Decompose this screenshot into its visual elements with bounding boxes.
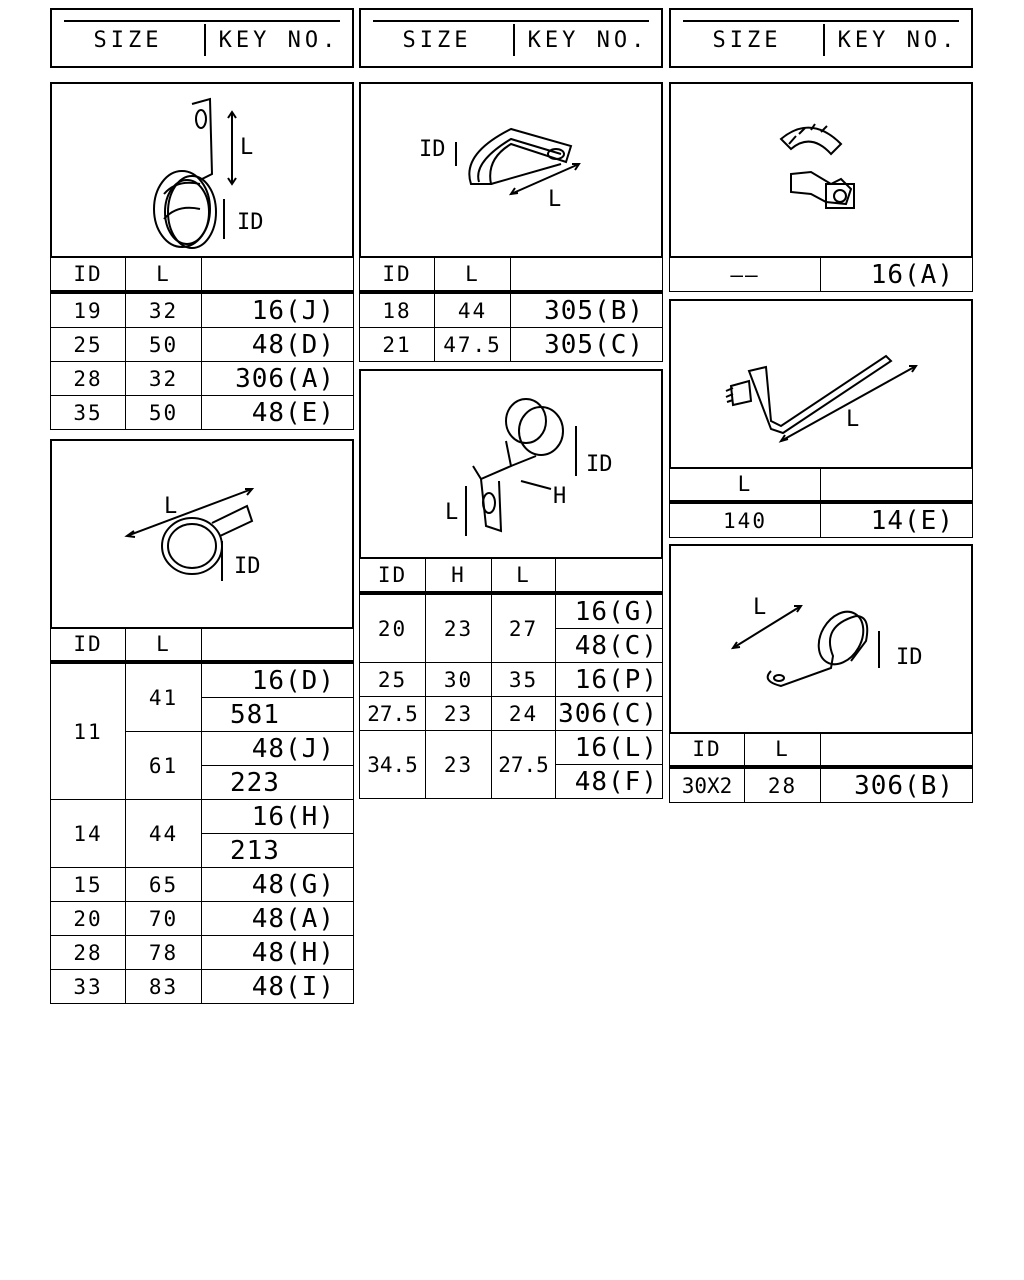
- col-key: [202, 258, 354, 293]
- table-row: [51, 936, 354, 970]
- table-cell: 30: [426, 663, 492, 697]
- table-cell: 213: [202, 834, 354, 868]
- table-row: [51, 328, 354, 362]
- table-cell: 35: [51, 396, 126, 430]
- table-cell: 19: [51, 292, 126, 328]
- col-id: ID: [360, 258, 435, 293]
- table-cell: 33: [51, 970, 126, 1004]
- dim-l-label: L: [846, 407, 860, 432]
- header-col2: [359, 8, 663, 68]
- table-cell: 25: [51, 328, 126, 362]
- table-cell: 306(C): [556, 697, 663, 731]
- table-row: [670, 502, 973, 538]
- dim-l-label: L: [753, 595, 767, 620]
- key-header: KEY NO.: [218, 27, 340, 53]
- size-header: SIZE: [402, 27, 472, 53]
- bracket-table: [359, 558, 663, 799]
- table-row: [51, 362, 354, 396]
- table-cell: 35: [492, 663, 556, 697]
- table-cell: 48(G): [202, 868, 354, 902]
- col-l: L: [492, 559, 556, 594]
- size-header: SIZE: [93, 27, 163, 53]
- table-cell: 50: [126, 328, 202, 362]
- table-cell: 15: [51, 868, 126, 902]
- strap-figure-panel: [669, 299, 973, 469]
- dim-l-label: L: [164, 494, 178, 519]
- table-cell: 78: [126, 936, 202, 970]
- table-cell: 16(G): [556, 593, 663, 629]
- table-row: [51, 396, 354, 430]
- col-id: ID: [51, 258, 126, 293]
- table-row: [360, 292, 663, 328]
- table-cell: 14: [51, 800, 126, 868]
- band-illustration: [52, 441, 352, 627]
- col-h: H: [426, 559, 492, 594]
- table-cell: 20: [360, 593, 426, 663]
- table-header-row: [51, 258, 354, 293]
- table-cell: 41: [126, 662, 202, 732]
- table-cell: 83: [126, 970, 202, 1004]
- table-row: [360, 697, 663, 731]
- p-clip-table: [50, 257, 354, 430]
- table-row: [670, 258, 973, 292]
- table-cell: 32: [126, 362, 202, 396]
- table-header-row: [360, 258, 663, 293]
- clip-a-table: [669, 257, 973, 292]
- band-figure-panel: [50, 439, 354, 629]
- table-row: [360, 328, 663, 362]
- table-cell: 44: [126, 800, 202, 868]
- clip-a-figure-panel: [669, 82, 973, 258]
- table-cell: 24: [492, 697, 556, 731]
- table-cell: 30X2: [670, 767, 745, 803]
- table-row: [360, 593, 663, 629]
- size-cell: ——: [670, 258, 821, 292]
- col-key: [556, 559, 663, 594]
- oval-clip-table: [669, 732, 973, 803]
- table-cell: 48(A): [202, 902, 354, 936]
- table-cell: 306(B): [821, 767, 973, 803]
- strap-illustration: [671, 301, 971, 467]
- col-id: ID: [360, 559, 426, 594]
- table-row: [51, 662, 354, 698]
- table-cell: 27.5: [492, 731, 556, 799]
- col-l: L: [435, 258, 511, 293]
- col-key: [511, 258, 663, 293]
- table-cell: 25: [360, 663, 426, 697]
- header-col3: [669, 8, 973, 68]
- clip-a-illustration: [671, 84, 971, 256]
- header-col1: [50, 8, 354, 68]
- key-header: KEY NO.: [527, 27, 649, 53]
- size-header: SIZE: [712, 27, 782, 53]
- table-cell: 28: [51, 936, 126, 970]
- dim-l-label: L: [240, 135, 254, 160]
- table-cell: 48(E): [202, 396, 354, 430]
- dim-l-label: L: [548, 187, 562, 212]
- table-row: [360, 663, 663, 697]
- col-key: [202, 628, 354, 663]
- table-cell: 65: [126, 868, 202, 902]
- table-cell: 305(C): [511, 328, 663, 362]
- table-cell: 70: [126, 902, 202, 936]
- col-key: [821, 468, 973, 503]
- table-row: [670, 767, 973, 803]
- band-table: [50, 627, 354, 1004]
- table-cell: 16(L): [556, 731, 663, 765]
- table-header-row: [670, 733, 973, 768]
- table-cell: 16(H): [202, 800, 354, 834]
- flat-clip-illustration: [361, 84, 661, 256]
- table-cell: 21: [360, 328, 435, 362]
- table-cell: 18: [360, 292, 435, 328]
- table-cell: 48(F): [556, 765, 663, 799]
- dim-id-label: ID: [419, 137, 446, 162]
- table-cell: 20: [51, 902, 126, 936]
- table-cell: 223: [202, 766, 354, 800]
- oval-clip-illustration: [671, 546, 971, 732]
- table-row: [51, 970, 354, 1004]
- table-cell: 48(D): [202, 328, 354, 362]
- table-header-row: [51, 628, 354, 663]
- p-clip-figure-panel: [50, 82, 354, 258]
- table-cell: 32: [126, 292, 202, 328]
- table-cell: 306(A): [202, 362, 354, 396]
- table-cell: 16(J): [202, 292, 354, 328]
- table-cell: 140: [670, 502, 821, 538]
- table-cell: 48(H): [202, 936, 354, 970]
- col-l: L: [670, 468, 821, 503]
- col-id: ID: [670, 733, 745, 768]
- table-cell: 28: [51, 362, 126, 396]
- table-cell: 23: [426, 593, 492, 663]
- table-cell: 14(E): [821, 502, 973, 538]
- col-key: [821, 733, 973, 768]
- table-header-row: [670, 468, 973, 503]
- p-clip-illustration: [52, 84, 352, 256]
- table-cell: 47.5: [435, 328, 511, 362]
- table-cell: 28: [745, 767, 821, 803]
- table-cell: 34.5: [360, 731, 426, 799]
- key-header: KEY NO.: [837, 27, 959, 53]
- col-id: ID: [51, 628, 126, 663]
- col-l: L: [745, 733, 821, 768]
- table-row: [51, 902, 354, 936]
- strap-table: [669, 467, 973, 538]
- table-cell: 16(P): [556, 663, 663, 697]
- table-cell: 48(C): [556, 629, 663, 663]
- dim-id-label: ID: [586, 452, 613, 477]
- dim-id-label: ID: [237, 210, 264, 235]
- key-cell: 16(A): [821, 258, 973, 292]
- col-l: L: [126, 628, 202, 663]
- dim-id-label: ID: [896, 645, 923, 670]
- flat-clip-table: [359, 257, 663, 362]
- table-cell: 11: [51, 662, 126, 800]
- table-cell: 27.5: [360, 697, 426, 731]
- table-row: [51, 292, 354, 328]
- dim-h-label: H: [553, 484, 567, 509]
- table-cell: 23: [426, 731, 492, 799]
- table-row: [51, 800, 354, 834]
- table-header-row: [360, 559, 663, 594]
- table-cell: 581: [202, 698, 354, 732]
- table-cell: 44: [435, 292, 511, 328]
- table-cell: 50: [126, 396, 202, 430]
- table-cell: 48(I): [202, 970, 354, 1004]
- bracket-figure-panel: [359, 369, 663, 559]
- table-cell: 305(B): [511, 292, 663, 328]
- table-cell: 61: [126, 732, 202, 800]
- col-l: L: [126, 258, 202, 293]
- table-cell: 48(J): [202, 732, 354, 766]
- table-cell: 16(D): [202, 662, 354, 698]
- table-row: [51, 868, 354, 902]
- oval-clip-figure-panel: [669, 544, 973, 734]
- table-row: [360, 731, 663, 765]
- flat-clip-figure-panel: [359, 82, 663, 258]
- table-cell: 27: [492, 593, 556, 663]
- dim-id-label: ID: [234, 554, 261, 579]
- table-cell: 23: [426, 697, 492, 731]
- dim-l-label: L: [445, 500, 459, 525]
- bracket-illustration: [361, 371, 661, 557]
